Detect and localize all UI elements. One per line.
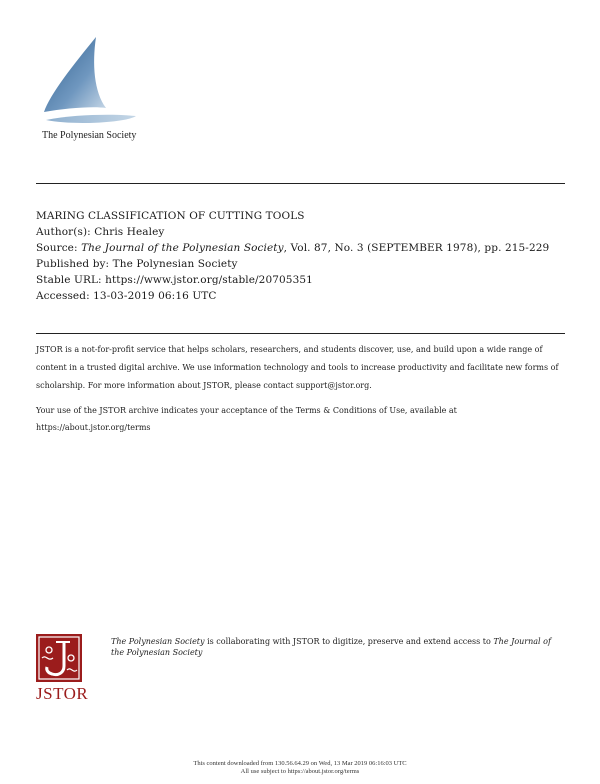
sail-icon <box>36 34 146 134</box>
download-footer <box>0 760 600 776</box>
publisher-logo <box>36 34 146 146</box>
collaboration-statement <box>111 636 566 658</box>
collab-middle: is collaborating with JSTOR to digitize, preserve and extend access to <box>204 637 494 646</box>
footer-line-1: This content downloaded from 130.56.64.29 on Wed, 13 Mar 2019 06:16:03 UTC <box>193 760 407 767</box>
jstor-wordmark: JSTOR <box>36 684 89 703</box>
jstor-seal-icon <box>36 634 82 682</box>
stable-url[interactable]: Stable URL: https://www.jstor.org/stable/20705351 <box>36 274 313 286</box>
source-details: , Vol. 87, No. 3 (SEPTEMBER 1978), pp. 215-229 <box>283 242 550 254</box>
jstor-notice: JSTOR is a not-for-profit service that helps scholars, researchers, and students discover, use, and build upon a wide range of content in a trusted digital archive. We use information technology and tools to increase productivity and facilitate new forms of scholarship. For more information about JSTOR, please contact support@jstor.org. <box>36 345 559 390</box>
collab-society: The Polynesian Society <box>111 637 205 646</box>
source-journal: The Journal of the Polynesian Society <box>81 242 284 254</box>
article-metadata <box>36 208 566 304</box>
terms-notice: Your use of the JSTOR archive indicates your acceptance of the Terms & Conditions of Use, available at https://about.jstor.org/terms <box>36 406 457 432</box>
collab-journal: The Journal of the Polynesian Society <box>111 637 551 657</box>
jstor-logo <box>36 634 89 706</box>
article-source <box>36 240 566 256</box>
top-divider <box>36 183 565 184</box>
source-prefix: Source: <box>36 242 82 254</box>
footer-line-2: All use subject to https://about.jstor.org/terms <box>240 768 360 775</box>
publisher-logo-text: The Polynesian Society <box>42 130 137 141</box>
article-publisher: Published by: The Polynesian Society <box>36 258 238 270</box>
bottom-divider <box>36 333 565 334</box>
article-author: Author(s): Chris Healey <box>36 226 165 238</box>
article-title: MARING CLASSIFICATION OF CUTTING TOOLS <box>36 210 305 222</box>
accessed-date: Accessed: 13-03-2019 06:16 UTC <box>36 290 217 302</box>
